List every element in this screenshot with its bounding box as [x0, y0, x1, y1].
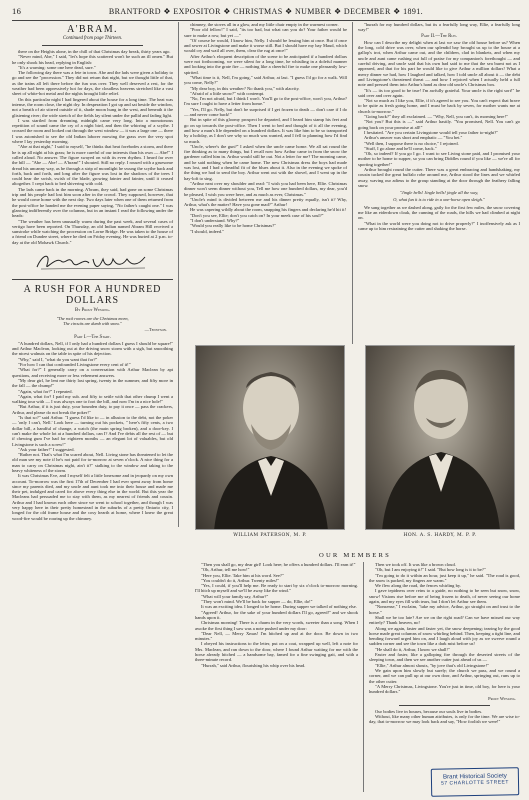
col3-paragraph: "Going back?" they all exclaimed. — "Why, Nell, you can't, its morning here!"	[364, 114, 508, 120]
story1-paragraph: On this particular night I had lingered about the house for a long time. The heat was intense, the room close, the night dry. In desperation I got up and sat beside the window, not a breath of air stirred outside of it, shade moon hung in the west, and beneath it the glistening river; the wide stretch of the fields lay silent under the pallid and fading light.	[12, 96, 173, 118]
footer-paragraph: Our bodies live in houses, because our souls live in bodies.	[375, 708, 483, 714]
story1-paragraph: The lads came back in the morning. A'bram, they said, had gone on some Christmas trip and his people had lost him soon after in the crowd. They supposed, however, that he would come home with the next day. Two days later when one of them returned from the post-office he handed me the evening paper saying, "No father's caught one." I was glancing indifferently over the columns, but in an instant I read the following under the heads:	[12, 186, 173, 219]
lower-paragraph: Shall we be too late? Are we on the right road? Can we have missed our way entirely? Thank heaven, no!	[369, 614, 520, 626]
portrait-caption-left: WILLIAM PATERSON, M. P.	[233, 533, 307, 538]
story2-paragraph: "Why," said I, "what do you want that for?"	[18, 356, 98, 362]
col2-paragraph: "I should, indeed."	[190, 228, 225, 234]
col3-paragraph: "Oh, so indeed? If you go I go. I want to see Living stone paid, and I promised your mother to be home to supper, so you can bring Diddles round if you like — we're all for sporting together!"	[358, 151, 520, 167]
story2-paragraph: "Ask your father!" I suggested.	[18, 446, 75, 452]
lower-paragraph: I obeyed his instructions to the letter, put on a coat, wrapped up well, left a note for Mrs. Maclean, and ran down to the door, where I found Arthur waiting for me with the horse already hitched — a handsome bay, famed for a fine swinging gait, and with a three-minute record.	[195, 641, 358, 663]
footer-paragraph: Without, like many other human attributes, is only for the time. We are wise to-day, that to-morrow we may look back and say, "How foolish we were!"	[369, 714, 520, 725]
story1-title: A'BRAM.	[67, 24, 118, 35]
lower-paragraph: "He shall do it, Arthur, I know we shall!"	[375, 646, 450, 652]
col3-paragraph: Arthur brought round the cutter. There was a great embracing and handshaking, my cousin tucked the great buffalo robe around me, Arthur stood the lines and we whirled away, waving our adieus to the group standing at the door through the feathery falling snow.	[358, 167, 520, 188]
portrait-image-left	[195, 345, 345, 530]
col2-paragraph: "Arthur neat over my shoulder and read: "I wish you had been here, Ellie. Christmas dinner won't seem dinner without you, Tell me how one hundred dollars, my dear, you'd be pleased, I wish you were here, and as much as ever, Christmas."	[184, 180, 347, 197]
lower-columns	[190, 562, 520, 792]
lower-paragraph: "Then you shall go, my dear girl! Look here; he offers a hundred dollars. I'll earn it!"	[201, 562, 356, 567]
verse-line: "The rock rooves are the Christmas morn,	[56, 316, 129, 322]
column-3	[353, 22, 520, 344]
col3-paragraph: "Not you? But this is —" said Arthur hastily. "You promised, Nell. You can't go going back on your promise at all!"	[358, 119, 520, 130]
song-line: "Jingle bells! Jingle bells! jingle all the way,	[399, 190, 479, 196]
stamp-line-1: Brant Historical Society	[442, 772, 507, 781]
story2-paragraph: "But Arthur, if it is just duty, your bounden duty, to pay it once — pass the crackers, Arthur, and please do not break the poker!"	[12, 404, 173, 415]
lower-paragraph: "Yes, I could, if you'll help me. Be ready to start by six o'clock to-morrow morning. I'll hitch up myself and we'll be away like the wind."	[195, 583, 358, 594]
story2-signature: Prout Wesling.	[488, 696, 516, 702]
col2-paragraph: "My dear boy, in this weather? No thank you," with alacrity.	[190, 85, 300, 91]
story2-paragraph: "Again, what for? I paid my sub. and fifty to settle with that other chump I went a walking tour with — I was always one to foot the bill, and now I'm in a nice hole!"	[12, 393, 173, 405]
story2-paragraph: "A hundred dollars, Nell, if I only had a hundred dollars I guess I should be square!" and Arthur Maclean, looking out at the driving snow storm with a sigh, but smoothing the nicest walnuts on the table in spite of his dejection.	[12, 340, 173, 357]
col3-paragraph: "It's — its too good to be true! I'm awfully grateful. Your uncle is the right sort!" he said over and over again.	[358, 87, 520, 98]
portraits-block	[190, 345, 520, 550]
stamp-line-2: 57 CHARLOTTE STREET	[441, 779, 509, 787]
lower-paragraph: We gain upon him slowly but surely; the church we pass, and we round a corner, and we can pull up at our own door, and Arthur, springing out, runs up to the other cutter.	[369, 667, 520, 684]
story2-paragraph: "Rather not. That's what I'm scared about, Nell. Living stone has threatened to let the old man see my note if he's not paid for to-morrow at seven o'clock. A nice thing for a man to carry on Christmas night, ain't it?" stalking to the window and taking to the heavy whiteness of the storm.	[12, 452, 173, 473]
col2-paragraph: "No, I'm not afraid, but I think I won't. You'll go to the post-office, won't you, Arthur? I'm sure I ought to have a letter from home."	[184, 96, 347, 107]
col3-paragraph: Arthur's answer was short and emphatic — "You bet."	[364, 135, 463, 141]
story2-paragraph: "What for?" I generally carry on a conversation with Arthur Maclean by apt questions, and receiving more or less vehement answers.	[12, 367, 173, 378]
col3-paragraph: "Well then, I suppose there is no choice," I rejoined.	[364, 140, 459, 146]
lower-column-b	[364, 562, 520, 792]
story1-paragraph: there on the Heights alone, in the chill of that Christmas day break, thirty years ago.	[18, 49, 171, 54]
lower-paragraph: Christmas morning! There is a charm in the very words, sweeter than a song. When I awoke the first thing I saw was a note pushed under my door:	[195, 620, 358, 631]
col2-paragraph: "Uncle, where's the gun?" I asked when the uncle came home. We all sat round the fire thinking as to many things, but I recall now how Arthur came in from the snow the gardener called him in. Arthur would still be out. Not a letter for me? The morning came, and he said nothing when he came home. The new Christmas dress the boys had made was lost, and I had a dreadful fit of the blues about it. Also in the evening we spoke of the thing we had to send the boy. Arthur went out with the shovel, and I went up in the hay-loft to sing.	[184, 143, 347, 181]
story2-part-heading: Part I.—The Start.	[74, 334, 111, 340]
story1-paragraph: The following day there was a fete in town. Abe and the lads were given a holiday to go and see the "procession." They did not return that night, but we thought little of that, as the trains all left there before the fun was over. They well deserved a rest, for the weather had been oppressively hot for days, the cloudless heavens stretched like a vast sheet of white-hot metal and the nights brought little relief.	[12, 70, 173, 97]
col2-paragraph: "Afraid of a little snow?" with contempt.	[190, 90, 265, 96]
masthead: BRANTFORD ❖ EXPOSITOR ❖ CHRISTMAS ❖ NUMBER ❖ DECEMBER ❖ 1891.	[108, 7, 424, 16]
col2-paragraph: "I don't understand. Why?"	[190, 217, 240, 223]
lower-paragraph: Faster and faster, like a galloping fire through the deserted streets of the sleeping town, and then we see another cutter just ahead of us —	[369, 652, 520, 663]
lower-paragraph: Then we took off. It was like a brown cloud.	[375, 562, 456, 567]
story2-byline: By Prout Wesling.	[75, 307, 110, 313]
col2-paragraph: "Poor old fellow!" I said, "its too bad, but what can you do? Your father would be sure to make a row, but yet —"	[184, 27, 347, 38]
lower-paragraph: "You couldn't do it, Arthur. Twenty miles!"	[201, 577, 280, 583]
portrait-right	[360, 345, 520, 550]
lower-paragraph: We flew along the road, the fences whirling by.	[375, 583, 461, 589]
column-2	[179, 22, 353, 344]
col2-paragraph: "Uncle's mind is divided between me and his dinner pretty equally, isn't it? Why, Arthur, what's the matter? Have you gone mad?" Arthur!	[184, 196, 347, 208]
col3-part-heading: Part II.—The Run.	[421, 33, 457, 39]
story1-subtitle: Continued from page Thirteen.	[62, 36, 123, 41]
page-header	[12, 6, 520, 21]
verse-attribution: —Tennyson.	[144, 327, 167, 333]
lower-paragraph: "Oh, but I am enjoying it!" I said. "But how long is it to be?"	[375, 567, 486, 573]
col2-paragraph: "Of course he would, I know him, Nelly. I should be lessing him at once. But if once and sewer at Livingstone and make it worse still. But I should have my bay Maud, which would cry and wail all over, them, clear the rug at once!"	[184, 37, 347, 54]
lower-paragraph: It was an exciting idea. I longed to be home. During supper we talked of nothing else.	[201, 604, 357, 610]
story2-paragraph: "Again, what for?" I repeated.	[18, 388, 73, 394]
col2-paragraph: chimney, the stoves all in a glow, and my little chair empty in the warmest corner.	[190, 22, 339, 27]
story1-paragraph: "It's a warning: some one here dead, sure."	[18, 64, 96, 70]
archive-stamp	[431, 767, 519, 797]
col3-paragraph: I hesitated. "Are you certain Livingstone would tell your father to-night?"	[364, 129, 499, 135]
portrait-figure-left	[196, 346, 345, 530]
col2-paragraph: "What time is it, Nell, I'm going," said Arthur, at last. "I guess I'd go for a walk. Will you come, Nelly?"	[184, 74, 347, 86]
lower-paragraph: "A Merry Christmas, Livingstone. You're just in time, old boy, for here is your hundred dollars."	[369, 683, 520, 695]
col2-paragraph: But in spite of this gloomy prospect he departed, and I heard him stamp his feet and go on up towards the post-office. Then I went to bed and thought of it all the evening, and how a man's life depended on a hundred dollars. It was like him to be so transported by a holiday, as I don't see why so much was wanted, and I fell to planning how I'd find so much.	[184, 117, 347, 144]
lower-paragraph: "Dear Nell, — Merry Xmas! I'm hitched up and at the door. Be down in two minutes."	[195, 630, 358, 642]
lower-column-a	[190, 562, 364, 792]
col2-paragraph: He was capering wildly about the room, snapping his fingers and declaring he'd hit it!	[190, 207, 347, 213]
story2-paragraph: "For how I can that confounded Livingstone every cent of it!"	[18, 362, 131, 368]
portrait-caption-right: HON. A. S. HARDY, M. P. P.	[403, 533, 477, 538]
lower-paragraph: I gave tepidness over reins to a guide, no nothing to be seen but snow, snow, snow! Visions rise before me of being frozen to death, of never seeing our home again, and my eyes fill with tears, but I don't let Arthur see them.	[369, 588, 520, 605]
col3-paragraph: We sang together as we dashed along, gaily for the first few miles, the snow covering me like an eiderdown cloak, the cunning of the roads, the hills we had climbed at night on.	[358, 204, 520, 221]
lower-paragraph: Along we again, faster and faster yet, the snow deepening; tearing by the good horse made great columns of snow whirling behind. Then, keeping a tight line, and bending forward urged him on, and I laugh aloud with joy as we swerve round a sudden corner and see the town like a dark mist before us!	[369, 625, 520, 647]
story1-paragraph: I was startled from dreaming, midnight came very long. Into a monotonous repetition of sound came the cry of a night bird, and then the whirring of a scythe. I crossed the room and looked out through the west window — it was a large one — there I was astonished to see the old Indian laborer mowing the grass over the very spot where I lay yesterday morning.	[12, 117, 173, 145]
author-signature	[12, 248, 173, 276]
signature-mark	[33, 249, 153, 275]
lower-paragraph: "Agreed! Arthur, for the sake of your hundred dollars I'll go, agreed!" and we shook hands upon it.	[195, 609, 358, 620]
lower-paragraph: "What will your family say, Arthur?"	[201, 593, 269, 599]
lower-paragraph: "Ellie," Arthur almost shouts, "by jove that's old Livingstone!"	[375, 662, 489, 668]
col2-paragraph: "Would you really like to be home Christmas?"	[190, 223, 277, 229]
story1-paragraph: "Abe at that night," I said to myself, "he thinks that heat forebodes a storm, and there he is up all night at his grass; he is more careful of our interests than his own — Abe!" I called aloud. No answer. The figure swayed on with its even rhythm. I heard far over the hill — "Abe — Abe! — A'bram!" I shouted. Still no reply. I roused with a gruesome dread his uncanny way, as he through a strip of moonlight he swung the scythe back and forth, back and forth, and long after the figure was lost in the shadows of the trees I could hear the swish, swish of the blade, growing fainter and fainter, until it ceased altogether. I crept back to bed shivering with cold.	[12, 144, 173, 187]
col3-paragraph: "What in the world were you doing not to drive properly?" I inoffensively ask as I came up to him restraining the cutter and shaking the horse.	[358, 220, 520, 231]
column-1	[12, 22, 179, 527]
song-line: O, what fun it is to ride in a one-horse open sleigh."	[393, 197, 485, 203]
portrait-left	[190, 345, 350, 550]
lower-paragraph: "I'm going to do it within an hour, just keep it up," he said. "The road is good, the snow is packed, my fingers are warm."	[369, 572, 520, 583]
col2-paragraph: After Arthur's eloquent description of the scene to be anticipated if a hundred dollars were not forthcoming, we were silent for a long time, he whistling in a doleful manner and looking into the grate fire — nothing like a cheerful fire to make one pleasantly low-spirited.	[184, 53, 347, 75]
story1-paragraph: "The weather has been unusually warm during the past week, and several cases of vertigo have been reported. On Thursday, an old Indian named Abram Hill received a sunstroke while watching the procession on Lorne Bridge. He was taken to the house of a friend on Dundee street, where he died on Friday evening. He was buried at 2 p.m. to-day at the old Mohawk Church."	[12, 218, 173, 245]
col3-paragraph: How can I describe my delight when at last we saw the old house before us? When the long, cold drive was over, when our splendid bay brought us up to the house at a gallop's trot, when Arthur came out, and the children, clad in blankets, and when my uncle and aunt came rushing out full of praise for my companion's forethought — and careful driving, and uncle said that his own had said to me that the sea burnt not as I appeared, and that for his part he would like to give Arthur a million dollars! What a merry dinner we had, how I laughed and talked, how I told uncle all about it — the debt and Livingstone's threatened threat — and how I rejoiced when I actually held a full note and pressed them into Arthur's hand as dear old uncle's Christmas box.	[358, 39, 520, 88]
col3-paragraph: "Not so much as I like you, Ellie, if it's agreed to see you. You can't expect that brave to be quite as fresh going home, and I must be back by seven, for mother wants me at church to-morrow."	[358, 98, 520, 114]
col3-paragraph: "Stuff, I go alone and he'll come, back."	[364, 145, 437, 151]
portrait-figure-right	[366, 346, 515, 530]
story2-paragraph: "Is that so?" said Arthur. "I guess I'd like to — in allusion to the debt, not the poker — 'only I can't, Nell.' Look here — turning out his pockets, " here's fifty cents, a two dollar bill, a handful of change, a watch (the main spring broken), and a door-key. I can't make the whole lot at a hundred dollars, can I? And I've debts all the rest of — but if chewing gum I've had for eighteen months — an elegant lot of valuables, but old Livingstone is such a screw!"	[12, 415, 173, 447]
lower-paragraph: "Oh, Arthur, tell me how!"	[201, 567, 250, 573]
page-number: 16	[12, 6, 22, 16]
story1-paragraph: "Never mind, Abe," I said, "let's hope this scattered won't be such an ill omen." But he only shook his head, replying in English:	[12, 54, 173, 65]
story2-paragraph: It was Christmas Eve, and I myself felt a little lonesome and in jeopardy on my own account. To-morrow was the first 17th of December I had ever spent away from home since my parents died, and my uncle and aunt took me into their house and made me their pet, indulged and cared for above every thing else in the world. But this year the Macleans had persuaded me to stay with them, as my nearest of friends and cousin. Arthur and I had known each other since we went to school together, and though I was very happy here in their pretty homestead in the suburbs of a pretty Ontario city, I longed for the old frame house and the cosy hearth at home, where I knew the great wood-fire would be roaring up the chimney.	[12, 473, 173, 521]
story2-paragraph: "My dear girl, he lent me thirty last spring, twenty in the summer, and fifty more in the fall — the chump!"	[12, 377, 173, 389]
portrait-image-right	[365, 345, 515, 530]
lower-paragraph: "Here you, Ellie. Take him at his word. See?"	[201, 572, 284, 578]
section-heading: OUR MEMBERS	[318, 552, 391, 559]
lower-paragraph: "Hurrah," said Arthur, flourishing his whip over his head.	[201, 662, 306, 668]
story2-title: A RUSH FOR A HUNDRED DOLLARS	[23, 283, 162, 306]
lower-paragraph: "They won't mind. We'll be back for supper — do, Ellie, do!"	[201, 599, 313, 605]
col2-paragraph: "Yes, I'll go. Nelly, but don't be surprised if I get frozen to death — don't care if I do — and never come back!"	[184, 106, 347, 118]
col2-paragraph: "Don't you see, Ellie; don't you catch on? In your meek case of his soul?"	[190, 212, 324, 218]
col3-paragraph: "hurrah for my hundred dollars, but its a fearfully long way, Ellie, a fearfully long way!"	[358, 22, 520, 33]
verse-line: The circuits are dumb with snow."	[63, 321, 122, 327]
lower-paragraph: "Nonsense," I exclaim, "take my advice, Arthur, go straight on and trust to the horse."	[369, 604, 520, 615]
